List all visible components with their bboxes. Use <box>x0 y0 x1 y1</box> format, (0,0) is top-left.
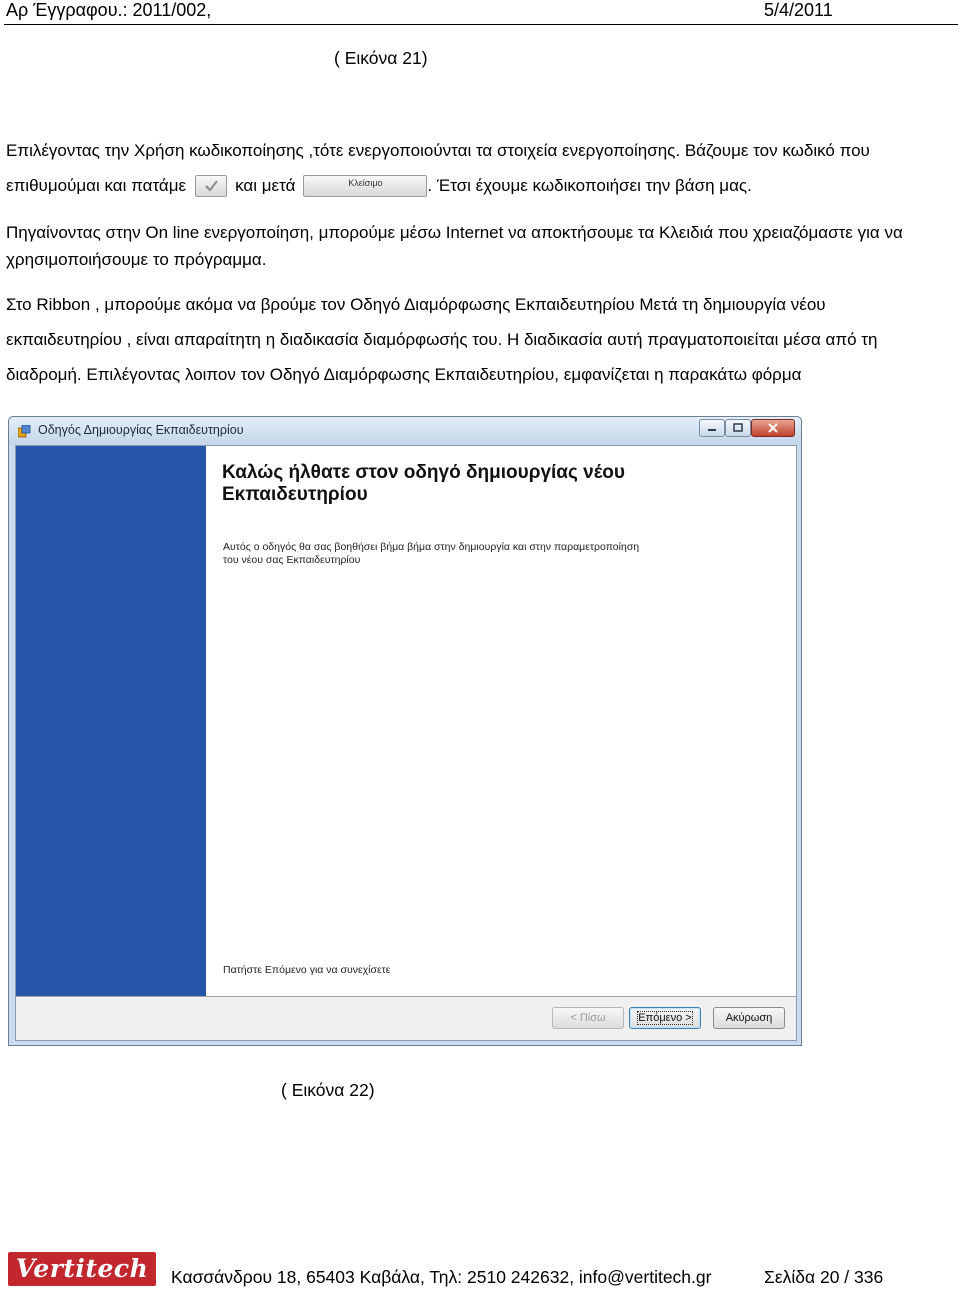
wizard-window <box>8 416 802 1046</box>
maximize-icon <box>726 420 750 436</box>
desc-line2: του νέου σας Εκπαιδευτηρίου <box>223 554 361 566</box>
para1-text-c: . Έτσι έχουμε κωδικοποιήσει την βάση μας. <box>427 176 752 195</box>
header-divider <box>4 24 958 25</box>
app-icon <box>18 425 31 438</box>
next-button-label: Επόμενο > <box>638 1012 692 1024</box>
maximize-button[interactable] <box>725 419 751 437</box>
footer-address: Κασσάνδρου 18, 65403 Καβάλα, Τηλ: 2510 242632, info@vertitech.gr <box>171 1267 712 1287</box>
welcome-heading <box>222 462 742 506</box>
check-button-image <box>195 175 227 197</box>
welcome-line1: Καλώς ήλθατε στον οδηγό δημιουργίας νέου <box>222 462 625 483</box>
cancel-button[interactable]: Ακύρωση <box>713 1007 785 1029</box>
figure-caption-22: ( Εικόνα 22) <box>281 1080 375 1100</box>
doc-date: 5/4/2011 <box>764 0 833 20</box>
para1-line2 <box>6 175 752 197</box>
para2-line1: Πηγαίνοντας στην On line ενεργοποίηση, μπορούμε μέσω Internet να αποκτήσουμε τα Κλειδιά που χρειαζόμαστε για να <box>6 223 903 242</box>
wizard-content <box>206 446 796 996</box>
vertitech-logo <box>8 1252 156 1286</box>
welcome-line2: Εκπαιδευτηρίου <box>222 484 368 505</box>
para2-line2: χρησιμοποιήσουμε το πρόγραμμα. <box>6 250 267 269</box>
para1-line1: Επιλέγοντας την Χρήση κωδικοποίησης ,τότε ενεργοποιούνται τα στοιχεία ενεργοποίησης. Βάζουμε τον κωδικό που <box>6 141 870 160</box>
window-title: Οδηγός Δημιουργίας Εκπαιδευτηρίου <box>38 423 244 437</box>
button-separator <box>16 996 796 997</box>
desc-line1: Αυτός ο οδηγός θα σας βοηθήσει βήμα βήμα στην δημιουργία και στην παραμετροποίηση <box>223 541 640 553</box>
check-icon <box>196 176 226 196</box>
para1-text-a: επιθυμούμαι και πατάμε <box>6 176 187 195</box>
wizard-description <box>223 541 653 567</box>
next-button[interactable] <box>629 1007 701 1029</box>
minimize-button[interactable] <box>699 419 725 437</box>
doc-number: Αρ Έγγραφου.: 2011/002, <box>6 0 212 20</box>
minimize-icon <box>700 420 724 436</box>
page-number: Σελίδα 20 / 336 <box>764 1267 884 1287</box>
close-button-image: Κλείσιμο <box>303 175 427 197</box>
para1-text-b: και μετά <box>235 176 296 195</box>
window-titlebar <box>9 417 801 445</box>
para3-line2: εκπαιδευτηρίου , είναι απαραίτητη η διαδικασία διαμόρφωσής του. Η διαδικασία αυτή πραγματοποιείται μέσα από τη <box>6 330 878 349</box>
figure-caption-21: ( Εικόνα 21) <box>334 48 428 68</box>
back-button[interactable]: < Πίσω <box>552 1007 624 1029</box>
wizard-client-area <box>15 445 797 1041</box>
continue-hint: Πατήστε Επόμενο για να συνεχίσετε <box>223 964 391 976</box>
wizard-sidebar <box>16 446 206 996</box>
para3-line3: διαδρομή. Επιλέγοντας λοιπον τον Οδηγό Διαμόρφωσης Εκπαιδευτηρίου, εμφανίζεται η παρακάτω φόρμα <box>6 365 802 384</box>
para3-line1: Στο Ribbon , μπορούμε ακόμα να βρούμε τον Οδηγό Διαμόρφωσης Εκπαιδευτηρίου Μετά τη δημιουργία νέου <box>6 295 826 314</box>
logo-text: Vertitech <box>15 1254 149 1283</box>
close-icon <box>752 420 794 436</box>
close-button[interactable] <box>751 419 795 437</box>
